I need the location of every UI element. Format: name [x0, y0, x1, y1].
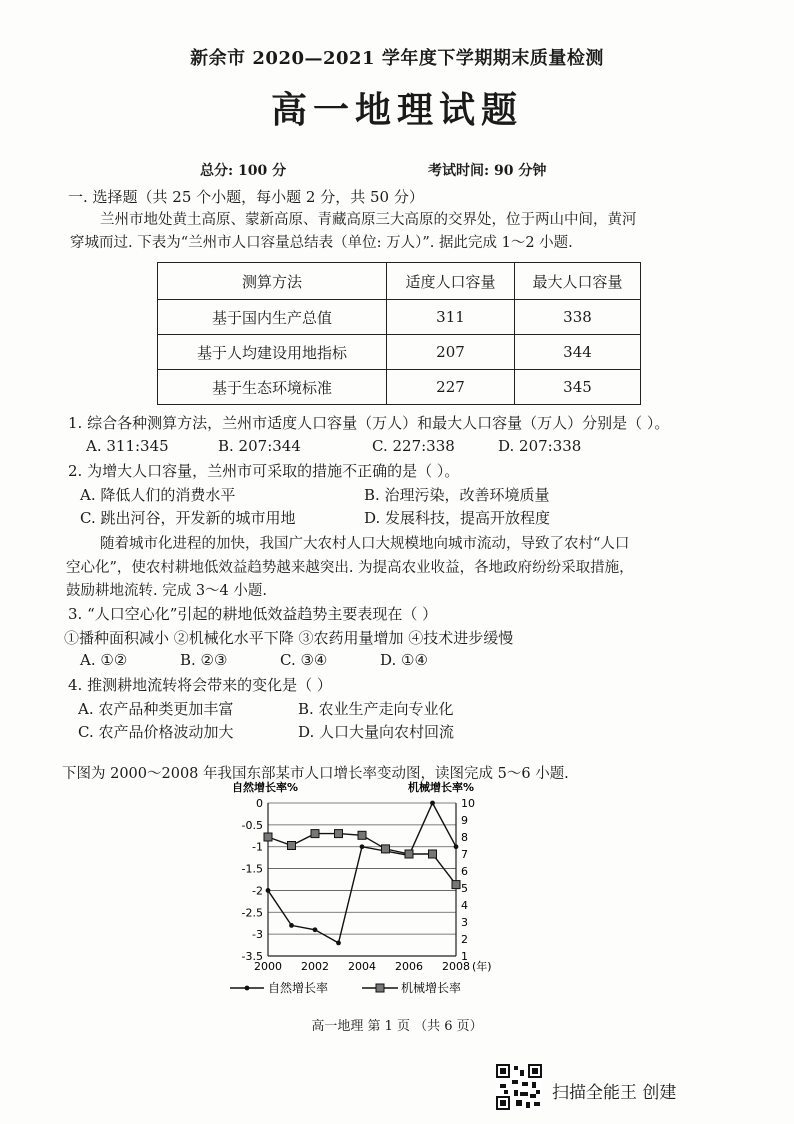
x-tick-label: 2002 [301, 960, 329, 973]
q1-option-d: D. 207:338 [498, 437, 582, 455]
subject-title: 高一地理试题 [270, 89, 523, 131]
q3-stem: 3. “人口空心化”引起的耕地低效益趋势主要表现在（ ） [68, 605, 438, 623]
q2-option-d: D. 发展科技，提高开放程度 [364, 509, 551, 527]
q4-option-d: D. 人口大量向农村回流 [298, 723, 455, 741]
right-tick-label: 8 [461, 831, 468, 844]
table-header: 适度人口容量 [387, 263, 515, 300]
scanner-watermark: 扫描全能王 创建 [552, 1083, 677, 1103]
migration-growth-point [264, 833, 272, 841]
intro-line-2: 穿城而过. 下表为“兰州市人口容量总结表（单位: 万人）”. 据此完成 1～2 小题. [70, 235, 573, 251]
left-tick-label: -3 [252, 928, 263, 942]
left-tick-label: -1.5 [241, 862, 263, 876]
x-tick-label: 2004 [348, 960, 376, 973]
natural-growth-point [430, 801, 435, 806]
q3-option-d: D. ①④ [380, 651, 428, 669]
q4-option-a: A. 农产品种类更加丰富 [78, 700, 234, 718]
left-tick-label: -0.5 [241, 818, 263, 832]
q4-option-c: C. 农产品价格波动加大 [78, 723, 234, 741]
table-header: 最大人口容量 [515, 263, 641, 300]
q2-option-c: C. 跳出河谷，开发新的城市用地 [80, 509, 296, 527]
migration-growth-point [288, 842, 296, 850]
x-axis-label: (年) [472, 960, 492, 973]
migration-growth-point [452, 881, 460, 889]
legend-natural-label: 自然增长率 [268, 981, 329, 995]
left-tick-label: 0 [256, 797, 263, 810]
right-tick-label: 4 [461, 899, 468, 912]
q2-option-a: A. 降低人们的消费水平 [80, 486, 236, 504]
natural-growth-point [313, 927, 318, 932]
q3-option-c: C. ③④ [280, 651, 328, 669]
q3-option-b: B. ②③ [180, 651, 228, 669]
natural-growth-point [266, 888, 271, 893]
migration-growth-point [311, 830, 319, 838]
left-tick-label: -1 [252, 840, 263, 854]
right-axis-label: 机械增长率% [408, 781, 475, 794]
left-tick-label: -2.5 [241, 906, 263, 920]
q1-stem: 1. 综合各种测算方法，兰州市适度人口容量（万人）和最大人口容量（万人）分别是（ ）。 [68, 414, 670, 432]
table-cell: 基于生态环境标准 [158, 370, 387, 405]
right-tick-label: 6 [461, 865, 468, 878]
table-row [158, 335, 641, 370]
q2-stem: 2. 为增大人口容量，兰州市可采取的措施不正确的是（ ）。 [68, 462, 460, 480]
right-tick-label: 2 [461, 933, 468, 946]
natural-growth-point [454, 844, 459, 849]
passage-line-3: 鼓励耕地流转. 完成 3～4 小题. [66, 583, 267, 599]
intro-line-1: 兰州市地处黄土高原、蒙新高原、青藏高原三大高原的交界处，位于两山中间，黄河 [100, 212, 637, 228]
population-capacity-table [157, 262, 641, 405]
table-row [158, 370, 641, 405]
right-tick-label: 10 [461, 797, 475, 810]
table-cell: 基于人均建设用地指标 [158, 335, 387, 370]
qr-code-icon [496, 1064, 542, 1110]
exam-header: 新余市 2020—2021 学年度下学期期末质量检测 [190, 48, 604, 69]
exam-time: 考试时间: 90 分钟 [428, 163, 547, 179]
right-tick-label: 1 [461, 950, 468, 963]
population-growth-chart [210, 778, 520, 1008]
chart-intro: 下图为 2000～2008 年我国东部某市人口增长率变动图，读图完成 5～6 小题. [62, 766, 569, 782]
q3-items: ①播种面积减小 ②机械化水平下降 ③农药用量增加 ④技术进步缓慢 [64, 629, 514, 647]
natural-growth-line [268, 803, 456, 943]
migration-growth-line [268, 834, 456, 885]
table-header-row [158, 263, 641, 300]
migration-growth-point [335, 830, 343, 838]
table-cell: 344 [515, 335, 641, 370]
migration-growth-point [405, 850, 413, 858]
q4-stem: 4. 推测耕地流转将会带来的变化是（ ） [68, 676, 332, 694]
migration-growth-point [358, 831, 366, 839]
table-cell: 207 [387, 335, 515, 370]
passage-line-2: 空心化”，使农村耕地低效益趋势越来越突出. 为提高农业收益，各地政府纷纷采取措施， [66, 560, 634, 576]
q1-option-b: B. 207:344 [218, 437, 301, 455]
natural-growth-point [360, 844, 365, 849]
x-tick-label: 2006 [395, 960, 423, 973]
total-score: 总分: 100 分 [200, 163, 287, 179]
q1-option-c: C. 227:338 [372, 437, 455, 455]
q3-option-a: A. ①② [80, 651, 128, 669]
table-cell: 345 [515, 370, 641, 405]
left-axis-label: 自然增长率% [232, 781, 299, 794]
x-tick-label: 2008 [442, 960, 470, 973]
page-footer: 高一地理 第 1 页 （共 6 页） [311, 1019, 483, 1034]
left-tick-label: -3.5 [241, 950, 263, 963]
table-row [158, 300, 641, 335]
q4-option-b: B. 农业生产走向专业化 [298, 700, 454, 718]
passage-line-1: 随着城市化进程的加快，我国广大农村人口大规模地向城市流动，导致了农村“人口 [100, 536, 630, 552]
q2-option-b: B. 治理污染，改善环境质量 [364, 486, 550, 504]
table-cell: 311 [387, 300, 515, 335]
x-tick-label: 2000 [254, 960, 282, 973]
table-cell: 基于国内生产总值 [158, 300, 387, 335]
right-tick-label: 7 [461, 848, 468, 861]
table-header: 测算方法 [158, 263, 387, 300]
right-tick-label: 5 [461, 882, 468, 895]
legend-natural-marker [245, 986, 250, 991]
natural-growth-point [289, 923, 294, 928]
right-tick-label: 9 [461, 814, 468, 827]
section-title: 一. 选择题（共 25 个小题，每小题 2 分，共 50 分） [68, 188, 424, 206]
migration-growth-point [382, 845, 390, 853]
left-tick-label: -2 [252, 884, 263, 898]
natural-growth-point [336, 940, 341, 945]
q1-option-a: A. 311:345 [86, 437, 169, 455]
legend-migration-marker [376, 984, 384, 992]
table-cell: 338 [515, 300, 641, 335]
legend-migration-label: 机械增长率 [401, 981, 462, 995]
migration-growth-point [429, 850, 437, 858]
table-cell: 227 [387, 370, 515, 405]
right-tick-label: 3 [461, 916, 468, 929]
